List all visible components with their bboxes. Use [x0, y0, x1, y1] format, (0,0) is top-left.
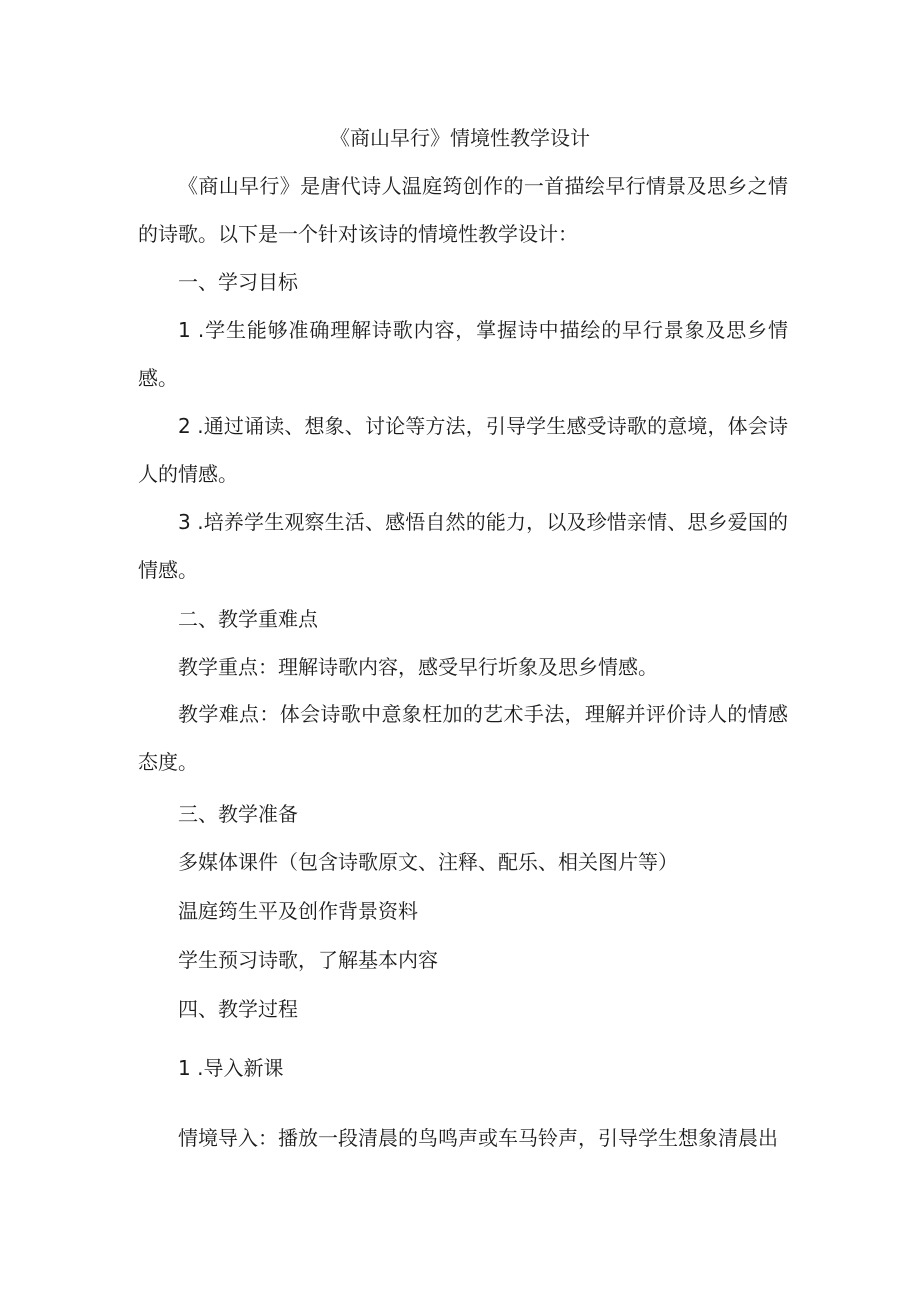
- section-heading-objectives: 一、学习目标: [178, 270, 298, 294]
- prep-item-1: 多媒体课件（包含诗歌原文、注释、配乐、相关图片等）: [178, 850, 678, 874]
- objective-3: 3 .培养学生观察生活、感悟自然的能力，以及珍惜亲情、思乡爱国的情感。: [138, 510, 788, 582]
- document-title-text: 《商山早行》情境性教学设计: [330, 126, 590, 150]
- section-heading-process: 四、教学过程: [178, 997, 298, 1021]
- section-heading-preparation: 三、教学准备: [178, 802, 298, 826]
- section-heading-key-points: 二、教学重难点: [178, 607, 318, 631]
- objective-2: 2 .通过诵读、想象、讨论等方法，引导学生感受诗歌的意境，体会诗人的情感。: [138, 414, 788, 486]
- document-title: [0, 124, 920, 152]
- step-1-heading: 1 .导入新课: [178, 1056, 284, 1080]
- step-1-text: 情境导入：播放一段清晨的鸟鸣声或车马铃声，引导学生想象清晨出: [178, 1126, 778, 1150]
- key-point: 教学重点：理解诗歌内容，感受早行圻象及思乡情感。: [178, 655, 658, 679]
- intro-paragraph: 《商山早行》是唐代诗人温庭筠创作的一首描绘早行情景及思乡之情的诗歌。以下是一个针对该诗的情境性教学设计：: [138, 174, 788, 246]
- objective-1: 1 .学生能够准确理解诗歌内容，掌握诗中描绘的早行景象及思乡情感。: [138, 318, 788, 390]
- difficult-point: 教学难点：体会诗歌中意象枉加的艺术手法，理解并评价诗人的情感态度。: [138, 702, 788, 774]
- prep-item-3: 学生预习诗歌，了解基本内容: [178, 948, 438, 972]
- prep-item-2: 温庭筠生平及创作背景资料: [178, 899, 418, 923]
